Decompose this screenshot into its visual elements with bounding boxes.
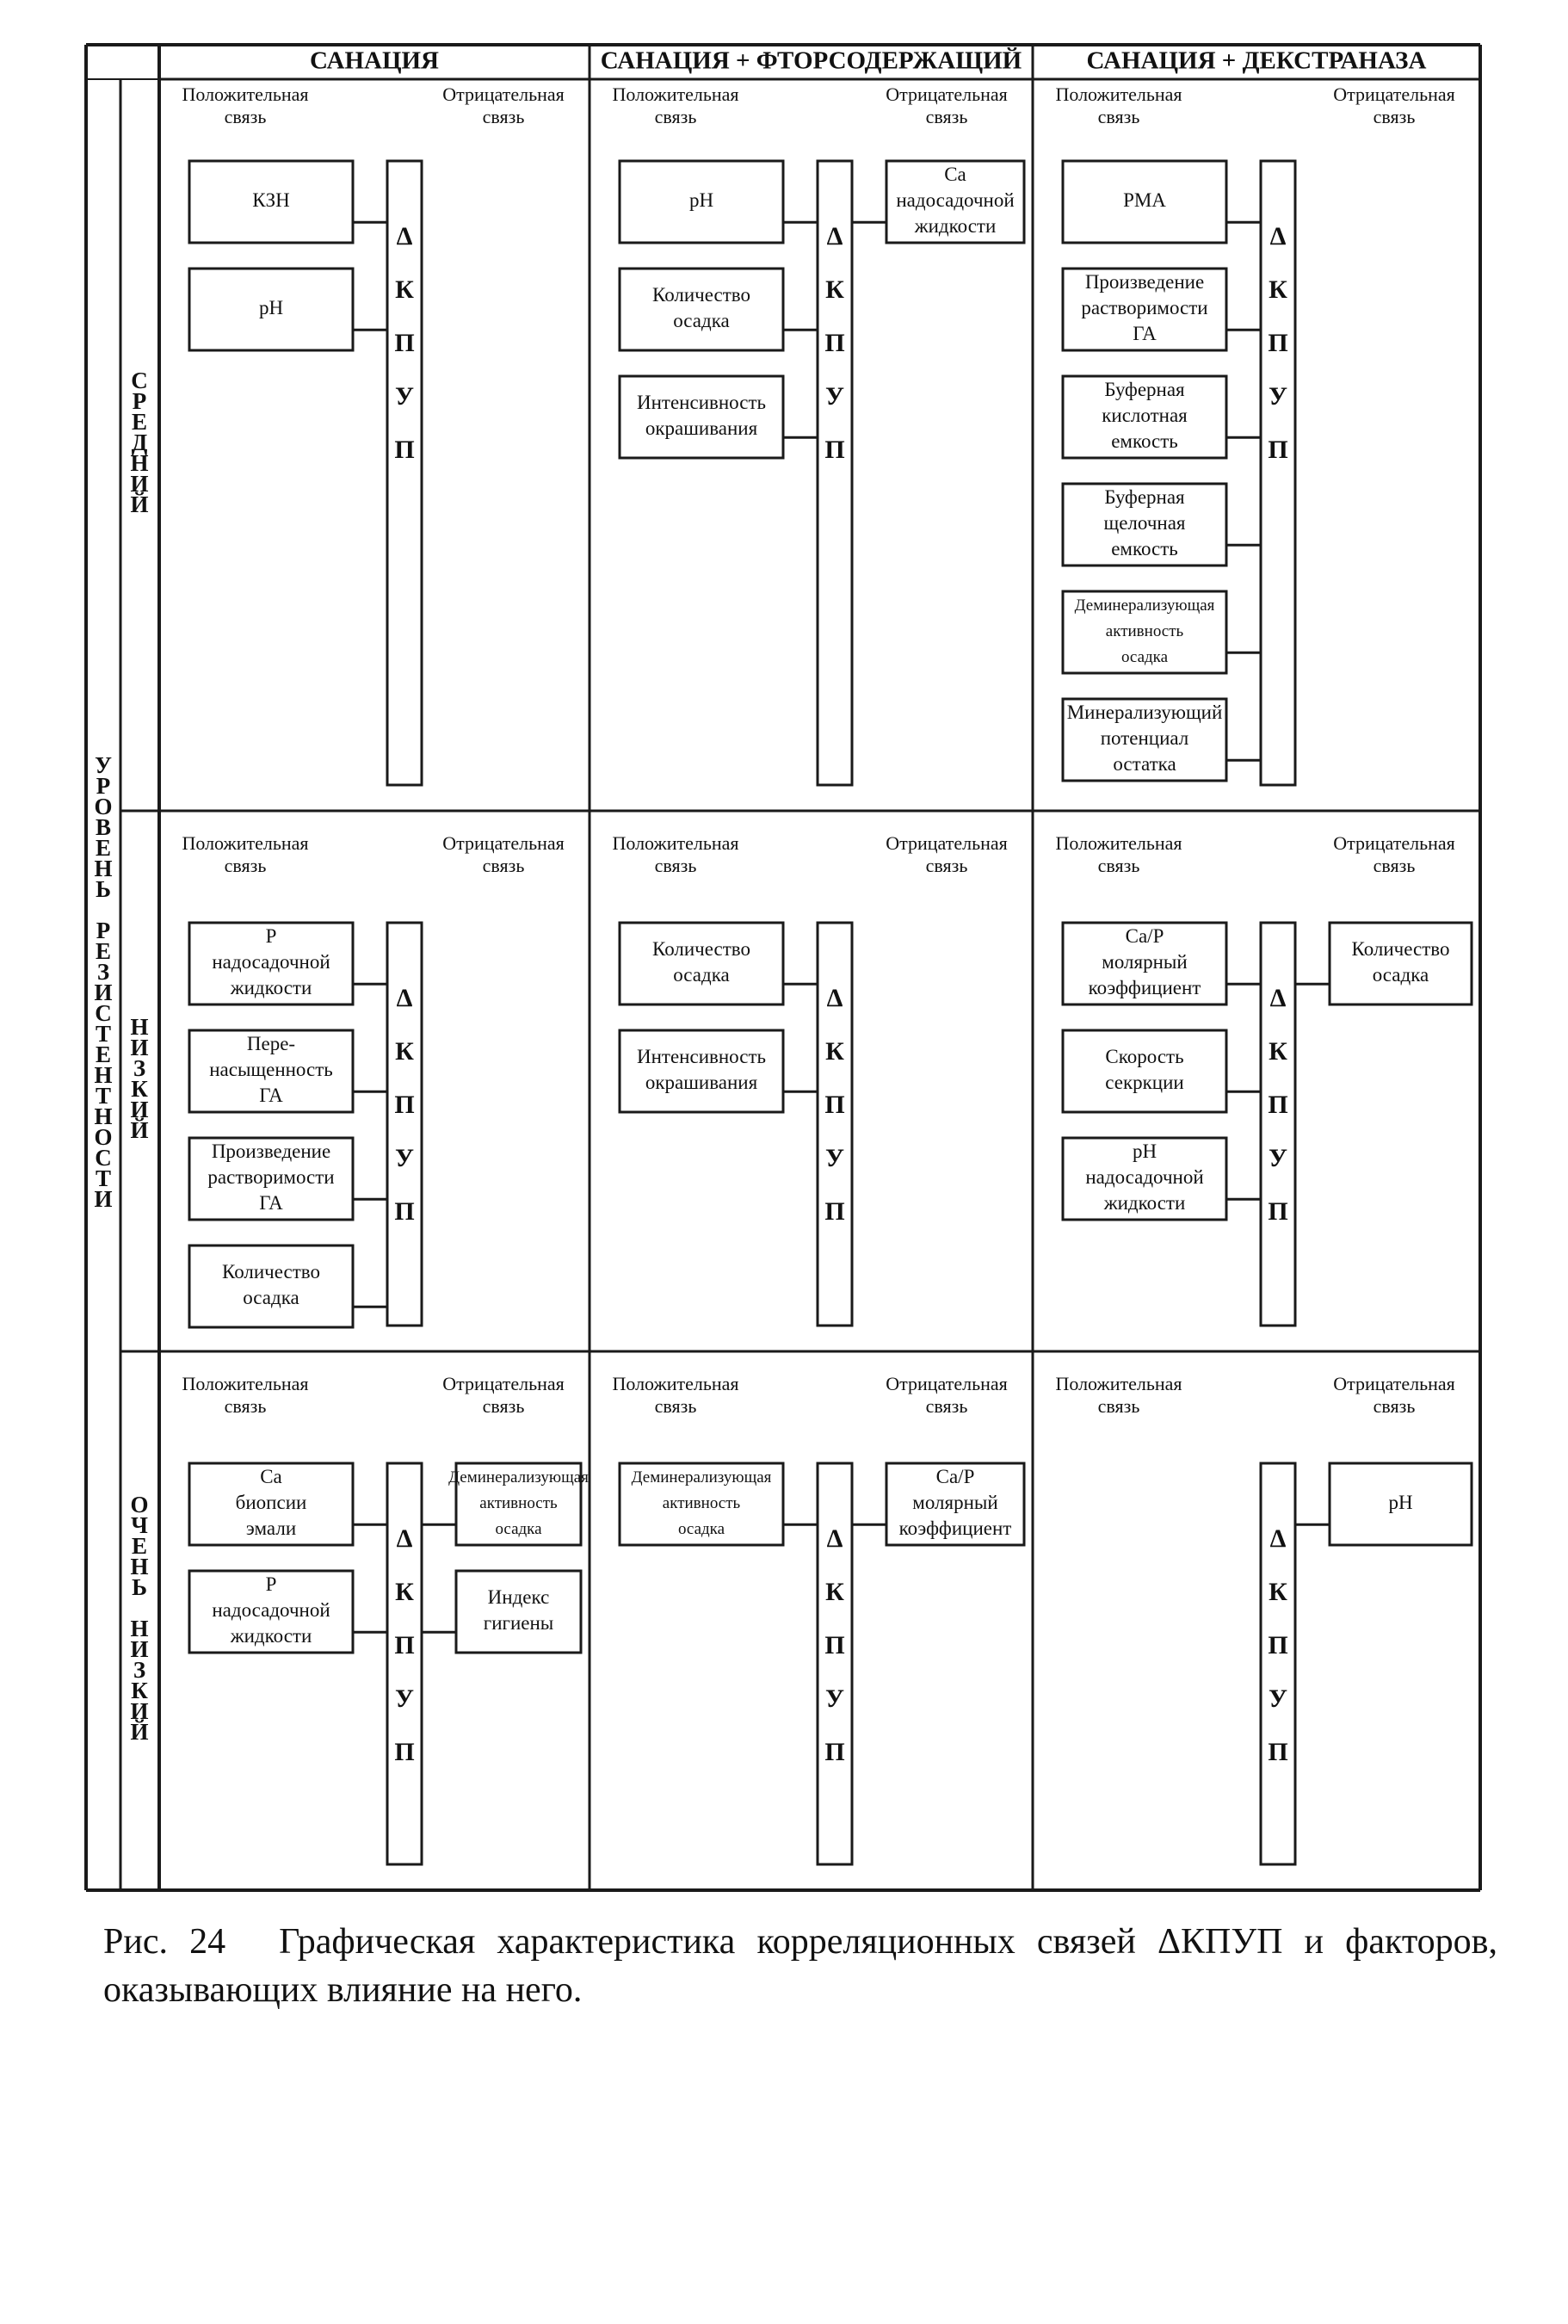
dkpup-letter: Δ [1269,1524,1287,1553]
factor-text: емкость [1111,537,1178,559]
vertical-letter: И [130,1035,149,1061]
positive-label: Положительная [1055,832,1182,855]
factor-text: осадка [673,963,730,986]
factor-text: осадка [495,1519,542,1538]
dkpup-letter: Δ [826,1524,843,1553]
positive-label: Положительная [612,83,739,106]
factor-text: потенциал [1100,726,1189,749]
dkpup-letter: П [1268,1737,1288,1766]
vertical-letter: Ь [132,1574,147,1601]
factor-text: биопсии [235,1491,307,1513]
factor-text: емкость [1111,430,1178,452]
dkpup-bar [818,1463,852,1864]
factor-text: Произведение [1084,270,1205,293]
positive-factor-box [1063,376,1226,458]
negative-factor-box [886,1463,1024,1545]
factor-text: кислотная [1102,404,1188,426]
negative-label: Отрицательная [1333,832,1455,855]
positive-factor-box [1063,484,1226,566]
negative-label: Отрицательная [442,1373,565,1395]
vertical-letter: И [130,1636,149,1663]
factor-text: насыщенность [209,1058,333,1080]
positive-factor-box [189,1138,353,1220]
factor-text: окрашивания [645,1071,758,1093]
dkpup-letter: К [825,275,844,304]
dkpup-letter: П [824,435,845,464]
dkpup-letter: П [1268,328,1288,357]
dkpup-bar [387,1463,422,1864]
dkpup-letter: К [395,275,414,304]
dkpup-bar [1261,161,1295,785]
factor-text: надосадочной [212,950,330,973]
dkpup-letter: У [1268,1143,1288,1172]
dkpup-letter: Δ [826,983,843,1012]
vertical-letter: В [95,814,112,841]
factor-text: жидкости [230,976,312,998]
vertical-letter: Е [95,1041,112,1068]
dkpup-letter: К [1269,1036,1287,1066]
dkpup-letter: Δ [396,983,413,1012]
resistance-level-label [94,752,112,1212]
dkpup-letter: П [1268,1630,1288,1660]
figure-caption [103,1918,1497,2014]
factor-text: ГА [259,1084,283,1106]
positive-factor-box [189,1030,353,1112]
positive-label: Положительная [1055,83,1182,106]
factor-text: надосадочной [896,189,1015,211]
vertical-letter: И [130,1698,149,1725]
factor-text: Количество [1351,937,1450,960]
positive-factor-box [189,269,353,350]
dkpup-letter: У [394,381,415,411]
vertical-letter: О [94,794,113,820]
positive-label: связь [654,1395,697,1418]
positive-factor-box [189,1463,353,1545]
vertical-letter: С [95,1145,112,1171]
vertical-letter: О [130,1492,149,1518]
positive-label: связь [224,106,267,128]
negative-label: связь [925,106,968,128]
negative-label: Отрицательная [1333,1373,1455,1395]
negative-label: Отрицательная [886,1373,1008,1395]
positive-label: связь [224,855,267,877]
negative-label: связь [925,1395,968,1418]
factor-text: Буферная [1104,485,1185,508]
factor-text: окрашивания [645,417,758,439]
factor-text: Минерализующий [1066,701,1223,723]
negative-label: связь [1373,1395,1416,1418]
factor-text: Пере- [246,1032,296,1054]
dkpup-letter: Δ [826,221,843,250]
factor-text: активность [662,1493,741,1512]
vertical-letter: Ь [96,876,111,903]
negative-factor-box [1330,923,1472,1004]
negative-label: Отрицательная [1333,83,1455,106]
factor-text: Буферная [1104,378,1185,400]
negative-factor-box [886,161,1024,243]
vertical-letter: Д [131,430,148,456]
row-label [130,1492,148,1745]
vertical-letter: Т [95,1021,112,1048]
dkpup-letter: П [824,328,845,357]
factor-text: Ca [944,163,966,185]
factor-text: ГА [1133,322,1157,344]
column-header: САНАЦИЯ [310,46,439,75]
positive-label: Положительная [612,1373,739,1395]
dkpup-letter: Δ [396,221,413,250]
positive-label: Положительная [612,832,739,855]
dkpup-bar [387,161,422,785]
factor-text: молярный [1102,950,1188,973]
factor-text: Са/Р [935,1465,975,1487]
vertical-letter: З [133,1055,146,1082]
dkpup-letter: У [394,1143,415,1172]
dkpup-letter: П [1268,435,1288,464]
vertical-letter: Н [130,1014,149,1041]
vertical-letter: Н [94,1062,113,1089]
vertical-letter: Е [95,938,112,965]
factor-text: ГА [259,1191,283,1214]
positive-factor-box [620,1030,783,1112]
positive-label: связь [1097,106,1140,128]
factor-text: эмали [245,1517,297,1539]
positive-factor-box [1063,591,1226,673]
factor-text: Интенсивность [637,1045,766,1067]
positive-factor-box [620,161,783,243]
dkpup-letter: К [825,1577,844,1606]
dkpup-letter: П [394,1737,415,1766]
factor-text: осадка [1120,647,1169,666]
dkpup-letter: П [824,1737,845,1766]
vertical-letter: О [94,1124,113,1151]
dkpup-letter: П [824,1630,845,1660]
positive-factor-box [189,1245,353,1327]
negative-label: Отрицательная [442,83,565,106]
vertical-letter: У [95,752,112,779]
dkpup-letter: П [394,328,415,357]
factor-text: жидкости [914,214,997,237]
positive-factor-box [189,161,353,243]
vertical-letter: И [94,980,113,1006]
vertical-letter: З [96,959,110,986]
vertical-letter: Н [130,1616,149,1642]
factor-text: pH [688,189,714,211]
positive-label: Положительная [182,832,309,855]
vertical-letter: С [95,1000,112,1027]
negative-factor-box [1330,1463,1472,1545]
dkpup-bar [1261,1463,1295,1864]
factor-text: активность [479,1493,558,1512]
factor-text: Деминерализующая [448,1468,589,1486]
factor-text: Количество [652,937,750,960]
dkpup-letter: П [394,1196,415,1226]
dkpup-letter: Δ [1269,221,1287,250]
negative-label: Отрицательная [442,832,565,855]
factor-text: Произведение [211,1140,331,1162]
factor-text: коэффициент [1088,976,1201,998]
factor-text: растворимости [207,1165,335,1188]
caption-number: Рис. 24 [103,1922,226,1962]
factor-text: осадка [1372,963,1429,986]
factor-text: pH [1388,1491,1413,1513]
factor-text: осадка [243,1286,299,1308]
vertical-letter: К [131,1076,148,1103]
vertical-letter: Н [130,1554,149,1580]
vertical-letter: Й [130,491,149,518]
negative-label: связь [925,855,968,877]
vertical-letter: Н [94,1103,113,1130]
vertical-letter: Н [94,856,113,882]
factor-text: Количество [222,1260,320,1283]
factor-text: растворимости [1081,296,1208,318]
dkpup-letter: П [824,1090,845,1119]
dkpup-letter: Δ [396,1524,413,1553]
column-header: САНАЦИЯ + ФТОРСОДЕРЖАЩИЙ [600,46,1022,75]
row-label [130,1014,148,1143]
positive-factor-box [1063,1138,1226,1220]
vertical-letter: Н [130,450,149,477]
dkpup-letter: П [824,1196,845,1226]
positive-label: связь [1097,1395,1140,1418]
positive-factor-box [620,376,783,458]
dkpup-letter: К [395,1036,414,1066]
vertical-letter: И [94,1186,113,1213]
vertical-letter: И [130,471,149,498]
dkpup-letter: П [1268,1196,1288,1226]
negative-label: связь [482,1395,525,1418]
dkpup-letter: П [394,435,415,464]
factor-text: жидкости [1103,1191,1186,1214]
factor-text: Р [265,1573,277,1595]
factor-text: Деминерализующая [631,1468,772,1486]
dkpup-bar [818,161,852,785]
factor-text: Количество [652,283,750,306]
positive-factor-box [1063,923,1226,1004]
negative-label: связь [482,855,525,877]
factor-text: Са/Р [1125,924,1164,947]
factor-text: pH [258,296,284,318]
negative-label: связь [482,106,525,128]
negative-label: Отрицательная [886,832,1008,855]
factor-text: жидкости [230,1624,312,1647]
factor-text: Скорость [1105,1045,1184,1067]
factor-text: молярный [912,1491,998,1513]
positive-label: связь [1097,855,1140,877]
factor-text: Са [260,1465,282,1487]
positive-factor-box [620,923,783,1004]
positive-label: связь [224,1395,267,1418]
dkpup-letter: К [1269,275,1287,304]
positive-factor-box [1063,699,1226,781]
positive-factor-box [1063,269,1226,350]
factor-text: Деминерализующая [1074,596,1215,615]
positive-label: Положительная [182,83,309,106]
factor-text: надосадочной [1085,1165,1204,1188]
vertical-letter: Р [132,388,147,415]
vertical-letter: З [133,1657,146,1684]
positive-factor-box [620,1463,783,1545]
factor-text: остатка [1113,752,1176,775]
factor-text: Индекс [487,1585,550,1608]
vertical-letter: Й [130,1719,149,1746]
dkpup-letter: У [824,381,845,411]
negative-label: связь [1373,855,1416,877]
vertical-letter: Р [96,773,111,800]
positive-factor-box [1063,1030,1226,1112]
factor-text: осадка [673,309,730,331]
positive-factor-box [620,269,783,350]
dkpup-letter: П [1268,1090,1288,1119]
factor-text: Р [265,924,277,947]
vertical-letter: К [131,1678,148,1704]
column-header: САНАЦИЯ + ДЕКСТРАНАЗА [1086,46,1427,75]
dkpup-letter: К [825,1036,844,1066]
positive-label: связь [654,106,697,128]
vertical-letter: Й [130,1117,149,1144]
dkpup-letter: П [394,1090,415,1119]
factor-text: КЗН [252,189,290,211]
factor-text: коэффициент [898,1517,1012,1539]
row-label [130,368,148,517]
vertical-letter: Т [95,1165,112,1192]
vertical-letter: Т [95,1083,112,1109]
negative-label: связь [1373,106,1416,128]
factor-text: pH [1132,1140,1157,1162]
positive-factor-box [1063,161,1226,243]
negative-factor-box [448,1463,589,1545]
factor-text: щелочная [1103,511,1186,534]
vertical-letter: Р [96,918,111,944]
caption-text: Графическая характеристика корреляционных связей ΔКПУП и факторов, оказывающих влияние на него. [103,1922,1497,2010]
dkpup-letter: К [395,1577,414,1606]
dkpup-letter: Δ [1269,983,1287,1012]
vertical-letter: Е [95,835,112,862]
positive-factor-box [189,923,353,1004]
dkpup-letter: У [824,1684,845,1713]
dkpup-letter: У [1268,381,1288,411]
vertical-letter: Е [131,409,148,436]
positive-label: Положительная [1055,1373,1182,1395]
factor-text: надосадочной [212,1598,330,1621]
positive-label: Положительная [182,1373,309,1395]
factor-text: активность [1105,621,1184,640]
vertical-letter: И [130,1097,149,1123]
vertical-letter: Е [131,1533,148,1560]
factor-text: осадка [677,1519,725,1538]
vertical-letter: Ч [131,1512,148,1539]
negative-factor-box [456,1571,581,1653]
positive-factor-box [189,1571,353,1653]
negative-label: Отрицательная [886,83,1008,106]
dkpup-letter: У [1268,1684,1288,1713]
dkpup-letter: П [394,1630,415,1660]
dkpup-letter: У [824,1143,845,1172]
factor-text: Интенсивность [637,391,766,413]
factor-text: гигиены [483,1611,554,1634]
factor-text: РМА [1123,189,1166,211]
vertical-letter: С [131,368,148,394]
dkpup-letter: У [394,1684,415,1713]
dkpup-letter: К [1269,1577,1287,1606]
positive-label: связь [654,855,697,877]
factor-text: секркции [1105,1071,1184,1093]
